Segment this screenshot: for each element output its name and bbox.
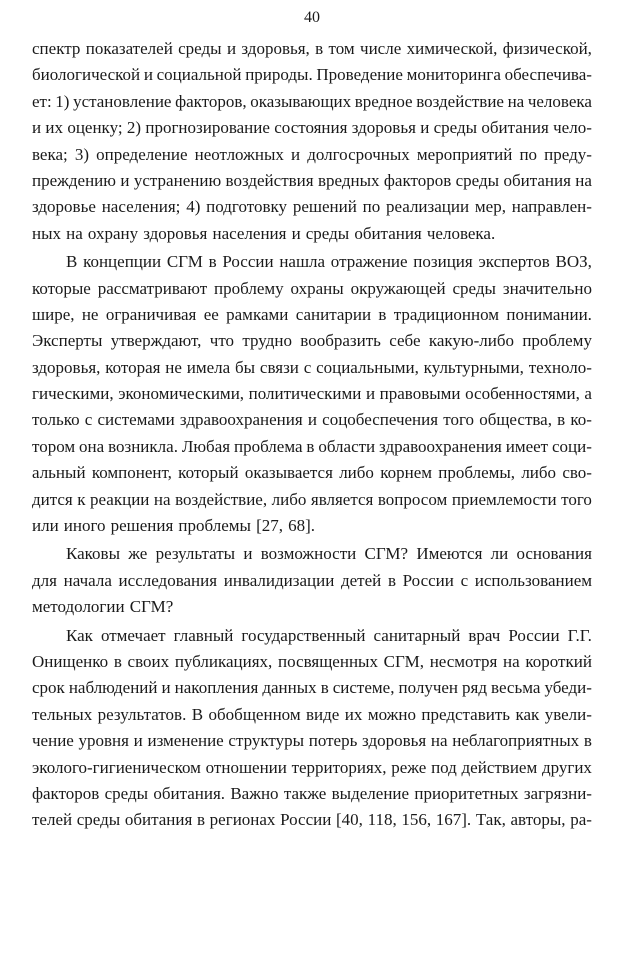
- text-line: Как отмечает главный государственный санитарный врач России Г.Г.: [66, 625, 592, 645]
- text-line: телей среды обитания в регионах России [40, 118, 156, 167]. Так, авторы, ра-: [32, 810, 592, 830]
- paragraph: [32, 623, 592, 834]
- text-line: которые рассматривают проблему охраны окружающей среды значительно: [32, 278, 592, 298]
- text-line: В концепции СГМ в России нашла отражение позиция экспертов ВОЗ,: [66, 252, 592, 272]
- text-line: чение уровня и изменение структуры потерь здоровья на неблагоприятных в: [32, 731, 592, 751]
- text-line: и их оценку; 2) прогнозирование состояния здоровья и среды обитания чело-: [32, 118, 592, 138]
- text-line: эколого-гигиеническом отношении территориях, реже под действием других: [32, 757, 592, 777]
- text-line: Эксперты утверждают, что трудно вообразить себе какую-либо проблему: [32, 331, 592, 351]
- text-line: дится к реакции на воздействие, либо является вопросом приемлемости того: [32, 489, 592, 509]
- text-line: факторов среды обитания. Важно также выделение приоритетных загрязни-: [32, 783, 592, 803]
- text-line: ных на охрану здоровья населения и среды обитания человека.: [32, 223, 496, 243]
- text-line: преждению и устранению воздействия вредных факторов среды обитания на: [32, 170, 592, 190]
- text-line: здоровье населения; 4) подготовку решений по реализации мер, направлен-: [32, 197, 592, 217]
- text-line: тельных результатов. В обобщенном виде их можно представить как увели-: [32, 704, 592, 724]
- text-line: шире, не ограничивая ее рамками санитарии в традиционном понимании.: [32, 304, 592, 324]
- paragraph: [32, 541, 592, 620]
- page-number: 40: [304, 9, 320, 26]
- page-body: [32, 36, 592, 834]
- text-line: ет: 1) установление факторов, оказывающих вредное воздействие на человека: [32, 91, 592, 111]
- text-line: тором она возникла. Любая проблема в области здравоохранения имеет соци-: [32, 436, 592, 456]
- text-line: методологии СГМ?: [32, 597, 174, 617]
- text-line: спектр показателей среды и здоровья, в том числе химической, физической,: [32, 39, 592, 58]
- text-line: Онищенко в своих публикациях, посвященных СГМ, несмотря на короткий: [32, 651, 592, 671]
- text-line: только с системами здравоохранения и соцобеспечения того общества, в ко-: [32, 410, 592, 430]
- paragraph: [32, 249, 592, 539]
- text-line: биологической и социальной природы. Проведение мониторинга обеспечива-: [32, 65, 592, 85]
- paragraph: [32, 36, 592, 247]
- text-line: здоровья, которая не имела бы связи с социальными, культурными, техноло-: [32, 357, 592, 377]
- text-line: Каковы же результаты и возможности СГМ? Имеются ли основания: [66, 544, 592, 564]
- text-line: гическими, экономическими, политическими и правовыми особенностями, а: [32, 384, 592, 404]
- text-line: срок наблюдений и накопления данных в системе, получен ряд весьма убеди-: [32, 678, 592, 698]
- text-line: альный компонент, который оказывается либо корнем проблемы, либо сво-: [32, 463, 592, 483]
- text-line: для начала исследования инвалидизации детей в России с использованием: [32, 570, 592, 590]
- text-line: века; 3) определение неотложных и долгосрочных мероприятий по преду-: [32, 144, 592, 164]
- text-line: или иного решения проблемы [27, 68].: [32, 516, 315, 536]
